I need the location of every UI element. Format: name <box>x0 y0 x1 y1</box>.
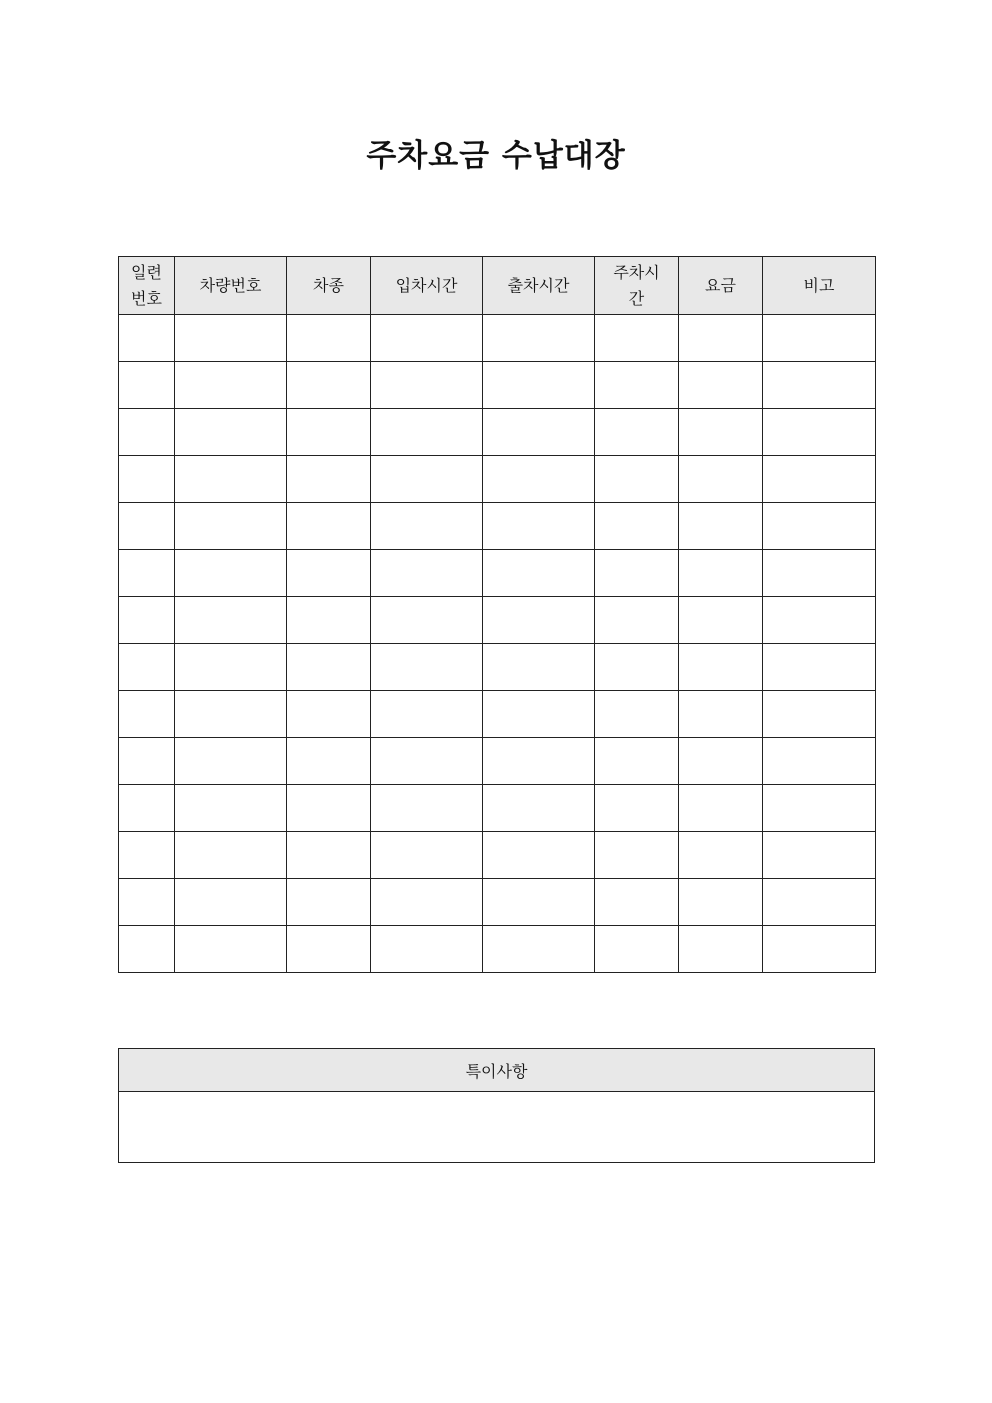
cell-out-time[interactable] <box>483 879 595 926</box>
cell-duration[interactable] <box>595 315 679 362</box>
column-header-duration-line2: 간 <box>628 288 645 308</box>
cell-remarks[interactable] <box>763 315 876 362</box>
cell-plate[interactable] <box>175 879 287 926</box>
table-row <box>119 738 876 785</box>
column-header-serial-line1: 일련 <box>131 262 162 282</box>
cell-out-time[interactable] <box>483 315 595 362</box>
column-header-remarks-label: 비고 <box>803 275 835 295</box>
cell-duration[interactable] <box>595 362 679 409</box>
cell-out-time[interactable] <box>483 785 595 832</box>
cell-duration[interactable] <box>595 456 679 503</box>
cell-duration[interactable] <box>595 691 679 738</box>
column-header-duration <box>595 257 679 315</box>
cell-plate[interactable] <box>175 785 287 832</box>
column-header-in-time-label: 입차시간 <box>395 275 458 295</box>
cell-remarks[interactable] <box>763 597 876 644</box>
cell-serial[interactable] <box>119 550 175 597</box>
cell-plate[interactable] <box>175 456 287 503</box>
cell-plate[interactable] <box>175 503 287 550</box>
cell-in-time[interactable] <box>371 409 483 456</box>
cell-serial[interactable] <box>119 926 175 973</box>
cell-type[interactable] <box>287 785 371 832</box>
cell-serial[interactable] <box>119 597 175 644</box>
cell-serial[interactable] <box>119 644 175 691</box>
cell-in-time[interactable] <box>371 456 483 503</box>
cell-fee[interactable] <box>679 691 763 738</box>
cell-type[interactable] <box>287 315 371 362</box>
cell-duration[interactable] <box>595 644 679 691</box>
cell-plate[interactable] <box>175 315 287 362</box>
cell-plate[interactable] <box>175 409 287 456</box>
cell-duration[interactable] <box>595 409 679 456</box>
table-row <box>119 597 876 644</box>
cell-fee[interactable] <box>679 597 763 644</box>
column-header-serial <box>119 257 175 315</box>
cell-in-time[interactable] <box>371 691 483 738</box>
cell-out-time[interactable] <box>483 456 595 503</box>
cell-fee[interactable] <box>679 550 763 597</box>
cell-out-time[interactable] <box>483 738 595 785</box>
cell-duration[interactable] <box>595 738 679 785</box>
table-row <box>119 503 876 550</box>
cell-duration[interactable] <box>595 879 679 926</box>
cell-out-time[interactable] <box>483 550 595 597</box>
cell-type[interactable] <box>287 550 371 597</box>
cell-plate[interactable] <box>175 926 287 973</box>
column-header-out-time-label: 출차시간 <box>507 275 570 295</box>
cell-fee[interactable] <box>679 738 763 785</box>
cell-fee[interactable] <box>679 409 763 456</box>
column-header-fee-label: 요금 <box>705 275 736 295</box>
cell-remarks[interactable] <box>763 785 876 832</box>
column-header-plate-label: 차량번호 <box>199 275 262 295</box>
cell-serial[interactable] <box>119 315 175 362</box>
cell-fee[interactable] <box>679 879 763 926</box>
cell-serial[interactable] <box>119 785 175 832</box>
cell-remarks[interactable] <box>763 926 876 973</box>
cell-remarks[interactable] <box>763 738 876 785</box>
cell-remarks[interactable] <box>763 409 876 456</box>
cell-fee[interactable] <box>679 926 763 973</box>
cell-plate[interactable] <box>175 644 287 691</box>
cell-type[interactable] <box>287 691 371 738</box>
cell-out-time[interactable] <box>483 832 595 879</box>
table-row <box>119 550 876 597</box>
cell-out-time[interactable] <box>483 644 595 691</box>
cell-plate[interactable] <box>175 362 287 409</box>
cell-in-time[interactable] <box>371 879 483 926</box>
cell-remarks[interactable] <box>763 456 876 503</box>
cell-duration[interactable] <box>595 597 679 644</box>
table-row <box>119 691 876 738</box>
cell-fee[interactable] <box>679 362 763 409</box>
table-row <box>119 785 876 832</box>
cell-duration[interactable] <box>595 785 679 832</box>
cell-in-time[interactable] <box>371 738 483 785</box>
table-row <box>119 644 876 691</box>
cell-in-time[interactable] <box>371 926 483 973</box>
column-header-fee <box>679 257 763 315</box>
column-header-plate <box>175 257 287 315</box>
cell-serial[interactable] <box>119 691 175 738</box>
cell-out-time[interactable] <box>483 597 595 644</box>
column-header-in-time <box>371 257 483 315</box>
cell-plate[interactable] <box>175 691 287 738</box>
cell-serial[interactable] <box>119 832 175 879</box>
column-header-remarks <box>763 257 876 315</box>
cell-fee[interactable] <box>679 315 763 362</box>
table-header-row <box>119 257 876 315</box>
cell-serial[interactable] <box>119 456 175 503</box>
cell-type[interactable] <box>287 738 371 785</box>
special-notes-field[interactable] <box>119 1092 875 1163</box>
cell-duration[interactable] <box>595 503 679 550</box>
ledger-body <box>119 315 876 973</box>
column-header-out-time <box>483 257 595 315</box>
cell-fee[interactable] <box>679 644 763 691</box>
cell-type[interactable] <box>287 597 371 644</box>
cell-plate[interactable] <box>175 597 287 644</box>
cell-plate[interactable] <box>175 738 287 785</box>
cell-out-time[interactable] <box>483 503 595 550</box>
cell-fee[interactable] <box>679 456 763 503</box>
cell-type[interactable] <box>287 503 371 550</box>
cell-type[interactable] <box>287 362 371 409</box>
cell-duration[interactable] <box>595 926 679 973</box>
table-row <box>119 362 876 409</box>
cell-serial[interactable] <box>119 738 175 785</box>
cell-out-time[interactable] <box>483 926 595 973</box>
cell-serial[interactable] <box>119 503 175 550</box>
cell-out-time[interactable] <box>483 362 595 409</box>
table-row <box>119 409 876 456</box>
cell-remarks[interactable] <box>763 550 876 597</box>
column-header-type <box>287 257 371 315</box>
cell-in-time[interactable] <box>371 315 483 362</box>
cell-fee[interactable] <box>679 503 763 550</box>
cell-plate[interactable] <box>175 550 287 597</box>
table-row <box>119 879 876 926</box>
table-row <box>119 926 876 973</box>
cell-remarks[interactable] <box>763 503 876 550</box>
cell-remarks[interactable] <box>763 362 876 409</box>
cell-duration[interactable] <box>595 550 679 597</box>
cell-in-time[interactable] <box>371 785 483 832</box>
cell-type[interactable] <box>287 879 371 926</box>
cell-remarks[interactable] <box>763 879 876 926</box>
cell-type[interactable] <box>287 926 371 973</box>
cell-out-time[interactable] <box>483 691 595 738</box>
column-header-serial-line2: 번호 <box>131 288 162 308</box>
table-row <box>119 456 876 503</box>
cell-type[interactable] <box>287 644 371 691</box>
cell-serial[interactable] <box>119 879 175 926</box>
table-row <box>119 832 876 879</box>
cell-type[interactable] <box>287 832 371 879</box>
column-header-duration-line1: 주차시 <box>613 262 660 282</box>
cell-plate[interactable] <box>175 832 287 879</box>
cell-in-time[interactable] <box>371 597 483 644</box>
table-row <box>119 315 876 362</box>
column-header-type-label: 차종 <box>313 275 344 295</box>
cell-remarks[interactable] <box>763 644 876 691</box>
special-notes-table <box>118 1048 875 1163</box>
cell-remarks[interactable] <box>763 691 876 738</box>
cell-type[interactable] <box>287 456 371 503</box>
cell-fee[interactable] <box>679 832 763 879</box>
cell-in-time[interactable] <box>371 503 483 550</box>
cell-type[interactable] <box>287 409 371 456</box>
cell-in-time[interactable] <box>371 362 483 409</box>
cell-serial[interactable] <box>119 362 175 409</box>
special-notes-header: 특이사항 <box>119 1049 875 1092</box>
cell-duration[interactable] <box>595 832 679 879</box>
cell-out-time[interactable] <box>483 409 595 456</box>
cell-in-time[interactable] <box>371 644 483 691</box>
cell-in-time[interactable] <box>371 832 483 879</box>
cell-fee[interactable] <box>679 785 763 832</box>
cell-in-time[interactable] <box>371 550 483 597</box>
cell-serial[interactable] <box>119 409 175 456</box>
cell-remarks[interactable] <box>763 832 876 879</box>
document-title: 주차요금 수납대장 <box>366 138 626 174</box>
parking-fee-ledger-table <box>118 256 876 973</box>
